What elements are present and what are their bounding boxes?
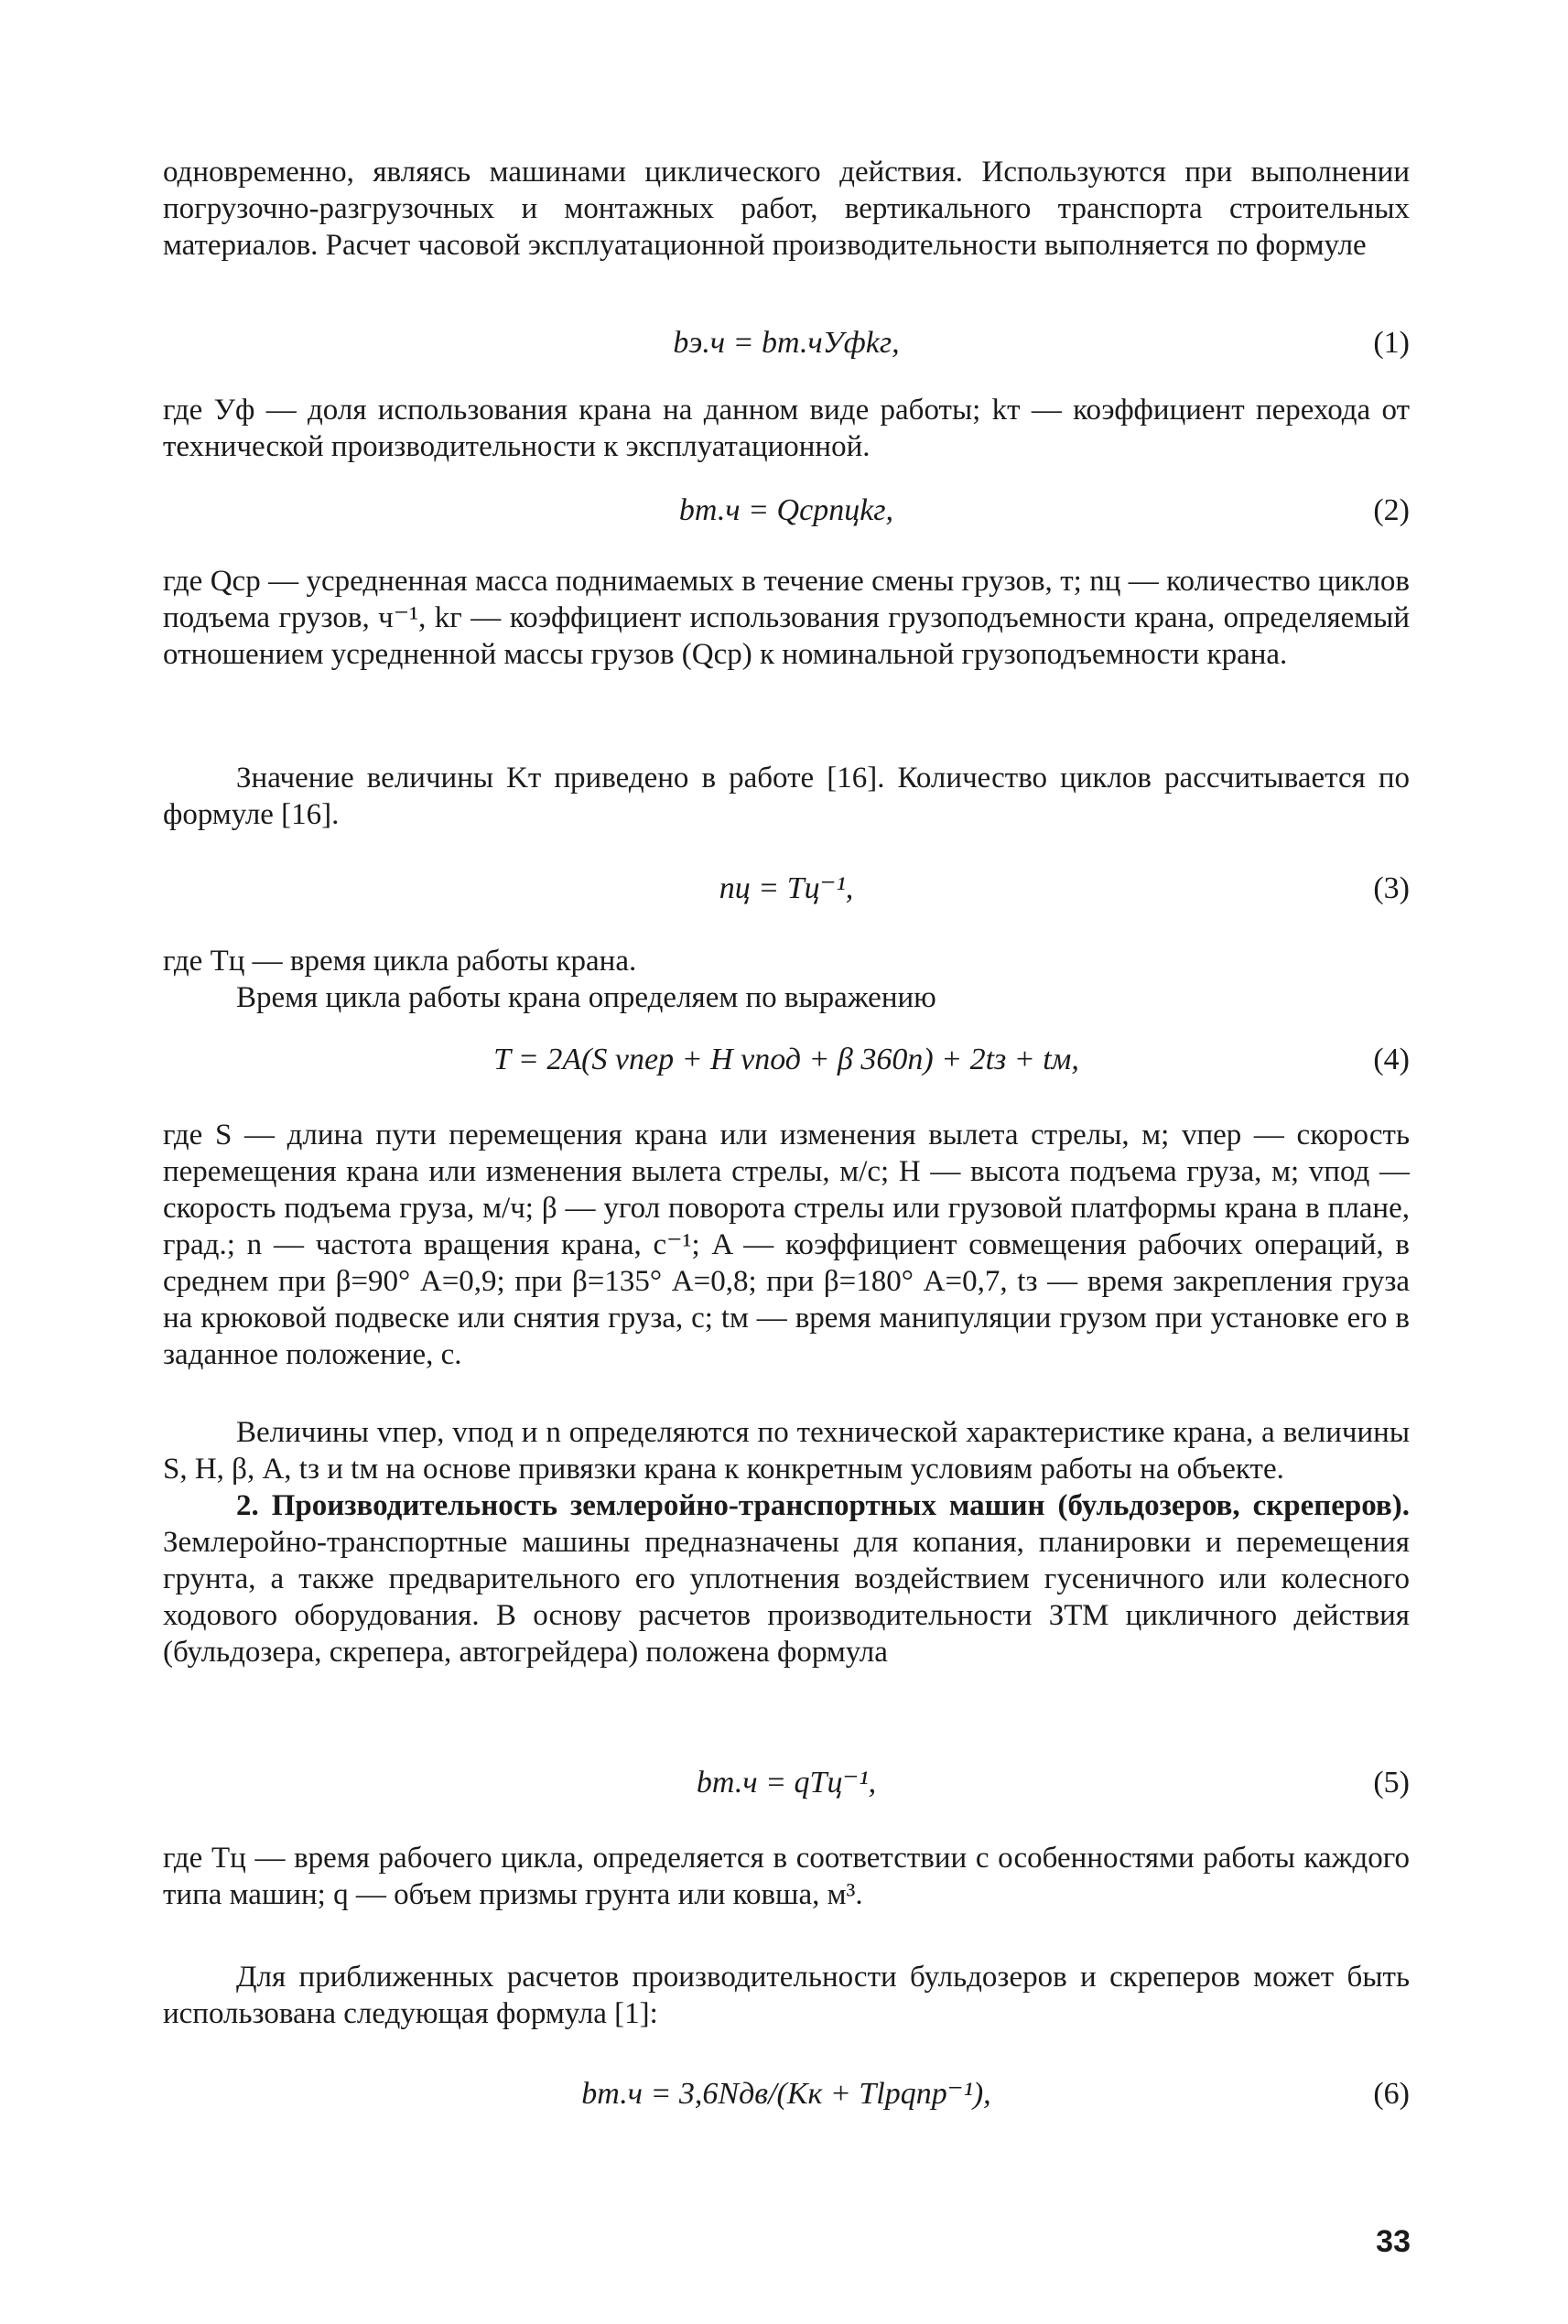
paragraph-intro (163, 154, 1410, 264)
paragraph-where-2 (163, 563, 1410, 673)
paragraph-cycle-time (163, 943, 1410, 1016)
paragraph-text: где Tц — время цикла работы крана. (163, 945, 637, 978)
equation-expression: bт.ч = qTц⁻¹, (696, 1766, 877, 1800)
equation-5 (163, 1762, 1410, 1804)
equation-number: (6) (1373, 2077, 1410, 2111)
paragraph-text: Время цикла работы крана определяем по выражению (236, 981, 936, 1014)
equation-number: (4) (1373, 1043, 1410, 1076)
paragraph-values (163, 1414, 1410, 1670)
paragraph-section-2 (163, 1487, 1410, 1670)
paragraph-text: Землеройно-транспортные машины предназначены для копания, планировки и перемещения грунта, а также предварительного его уплотнения воздействием гусеничного или колесного ходового оборудования. В основу расчетов производительности ЗТМ цикличного действия (бульдозера, скрепера, автогрейдера) положена формула (163, 1526, 1410, 1669)
equation-2 (163, 490, 1410, 532)
paragraph-text: одновременно, являясь машинами циклического действия. Используются при выполнении погрузочно-разгрузочных и монтажных работ, вертикального транспорта строительных материалов. Расчет часовой эксплуатационной производительности выполняется по формуле (163, 156, 1410, 262)
equation-expression: bт.ч = 3,6Nдв/(Kк + Tlрqпр⁻¹), (581, 2077, 991, 2111)
equation-expression: T = 2A(S vпер + H vпод + β 360n) + 2tз + tм, (493, 1043, 1079, 1076)
paragraph-text: Значение величины Kт приведено в работе [16]. Количество циклов рассчитывается по формуле [16]. (163, 762, 1410, 831)
paragraph-where-4 (163, 1117, 1410, 1373)
equation-6 (163, 2073, 1410, 2115)
paragraph-bulldozers (163, 1959, 1410, 2032)
equation-number: (5) (1373, 1766, 1410, 1800)
equation-4 (163, 1039, 1410, 1081)
equation-number: (3) (1373, 871, 1410, 905)
equation-number: (2) (1373, 493, 1410, 527)
paragraph-text: где Qср — усредненная масса поднимаемых в течение смены грузов, т; nц — количество циклов подъема грузов, ч⁻¹, kг — коэффициент использования грузоподъемности крана, определяемый отношением усредненной массы грузов (Qср) к номинальной грузоподъемности крана. (163, 565, 1410, 671)
paragraph-text: где S — длина пути перемещения крана или изменения вылета стрелы, м; vпер — скорость перемещения крана или изменения вылета стрелы, м/с; H — высота подъема груза, м; vпод — скорость подъема груза, м/ч; β — угол поворота стрелы или грузовой платформы крана в плане, град.; n — частота вращения крана, с⁻¹; A — коэффициент совмещения рабочих операций, в среднем при β=90° A=0,9; при β=135° A=0,8; при β=180° A=0,7, tз — время закрепления груза на крюковой подвеске или снятия груза, с; tм — время манипуляции грузом при установке его в заданное положение, с. (163, 1119, 1410, 1371)
paragraph-text: Величины vпер, vпод и n определяются по технической характеристике крана, а величины S, H, β, A, tз и tм на основе привязки крана к конкретным условиям работы на объекте. (163, 1416, 1410, 1486)
paragraph-text: Для приближенных расчетов производительности бульдозеров и скреперов может быть использована следующая формула [1]: (163, 1961, 1410, 2030)
equation-expression: nц = Tц⁻¹, (719, 871, 854, 905)
paragraph-where-5 (163, 1840, 1410, 1913)
paragraph-cycles (163, 760, 1410, 833)
equation-expression: bэ.ч = bт.чУфkг, (673, 326, 900, 360)
equation-3 (163, 868, 1410, 910)
page-number: 33 (1376, 2224, 1411, 2259)
section-heading: 2. Производительность землеройно-транспортных машин (бульдозеров, скреперов). (236, 1489, 1410, 1522)
paragraph-text: где Уф — доля использования крана на данном виде работы; kт — коэффициент перехода от технической производительности к эксплуатационной. (163, 394, 1410, 463)
paragraph-where-1 (163, 392, 1410, 465)
paragraph-text: где Tц — время рабочего цикла, определяется в соответствии с особенностями работы каждого типа машин; q — объем призмы грунта или ковша, м³. (163, 1842, 1410, 1911)
equation-expression: bт.ч = Qсрnцkг, (678, 493, 894, 527)
equation-1 (163, 322, 1410, 364)
equation-number: (1) (1373, 326, 1410, 360)
